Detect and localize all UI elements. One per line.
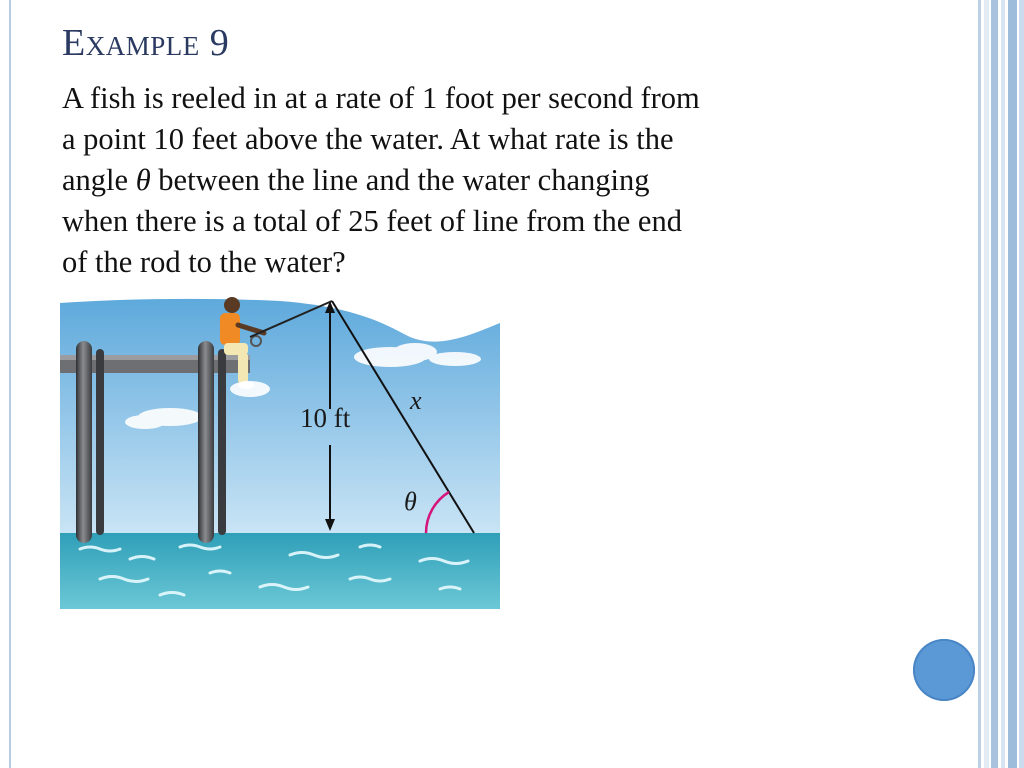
- problem-line: of the rod to the water?: [62, 245, 346, 279]
- right-stripe: [1001, 0, 1005, 768]
- problem-line: when there is a total of 25 feet of line from the end: [62, 204, 682, 238]
- right-stripe: [978, 0, 981, 768]
- problem-text: [62, 78, 892, 283]
- problem-line: a point 10 feet above the water. At what rate is the: [62, 122, 674, 156]
- problem-text-fragment: angle: [62, 163, 136, 197]
- left-border-line: [9, 0, 11, 768]
- decorative-circle: [913, 639, 975, 701]
- slide-title: Example 9: [62, 22, 230, 64]
- height-label: 10 ft: [300, 403, 351, 433]
- right-stripe: [1008, 0, 1017, 768]
- pier-post: [198, 341, 214, 543]
- line-length-label: x: [410, 386, 422, 415]
- pier-post: [218, 349, 226, 535]
- theta-symbol: θ: [135, 163, 151, 197]
- problem-text-fragment: between the line and the water changing: [150, 163, 650, 197]
- right-stripe: [991, 0, 998, 768]
- problem-line: A fish is reeled in at a rate of 1 foot per second from: [62, 81, 700, 115]
- water: [60, 533, 500, 609]
- sky-background: [60, 299, 500, 533]
- problem-line: [62, 160, 892, 201]
- pier-post: [76, 341, 92, 543]
- pier-post: [96, 349, 104, 535]
- right-stripe: [1019, 0, 1024, 768]
- fishing-diagram: [60, 297, 500, 609]
- right-stripe: [984, 0, 989, 768]
- angle-label: θ: [404, 487, 417, 516]
